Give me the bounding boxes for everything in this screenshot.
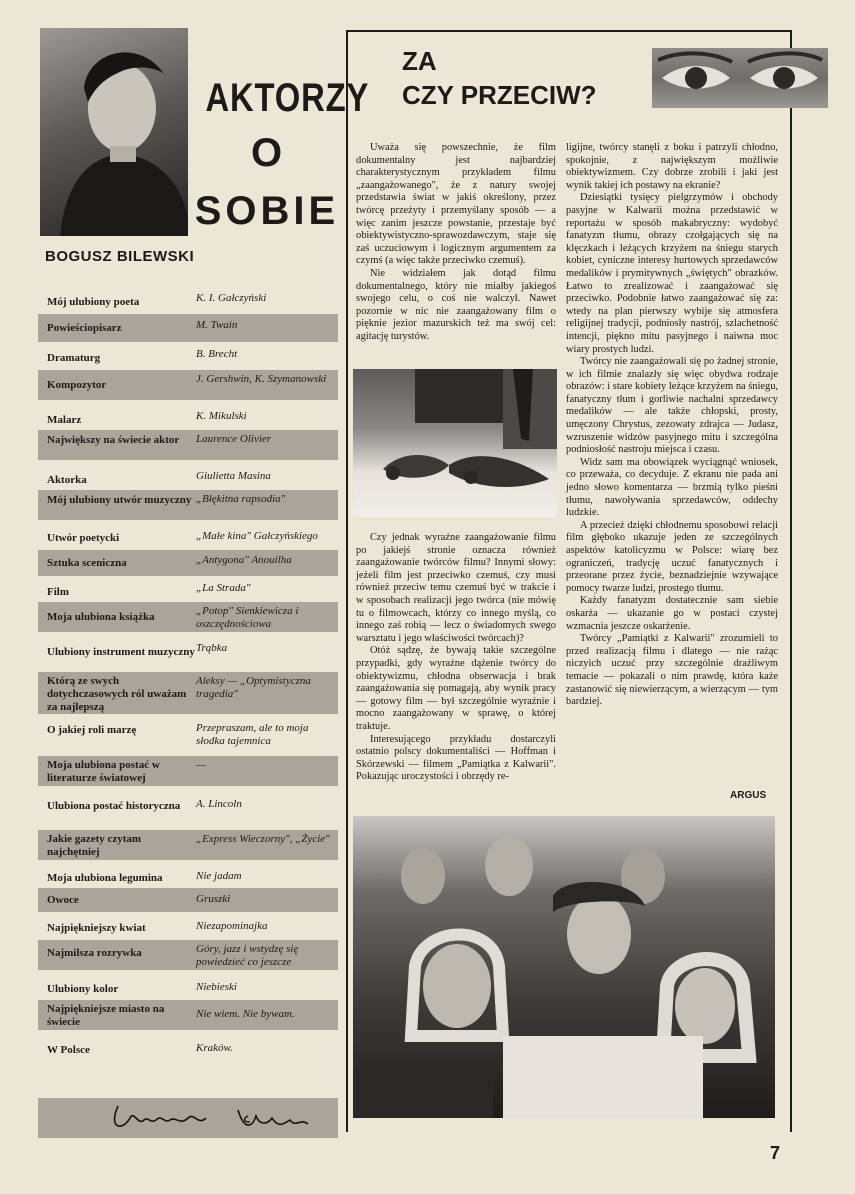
article-column-1-bottom <box>356 532 556 784</box>
list-item <box>38 830 338 860</box>
list-item <box>38 430 338 460</box>
answer-text: Trąbka <box>196 642 228 654</box>
list-item <box>38 940 338 970</box>
question-label: Sztuka sceniczna <box>47 557 127 569</box>
heading-word-2: O <box>250 131 284 175</box>
answer-text: „Błękitna rapsodia" <box>196 493 286 505</box>
article-paragraph: A przecież dzięki chłodnemu sposobowi relacji film głęboko ukazuje jeden ze szczególnych aspektów katolicyzmu w Polsce: wiarę bez ograniczeń, tradycję uczuć fanatycznych i przeorane przez życie, beznadziejnie wzywające pomocy twarze ludzi, prostego tłumu. <box>566 519 778 594</box>
actor-portrait-photo <box>40 28 188 236</box>
photo-crowd <box>353 816 775 1118</box>
list-item <box>38 490 338 520</box>
answer-text: Nie jadam <box>196 870 242 882</box>
list-item <box>38 520 338 550</box>
question-label: Najmilsza rozrywka <box>47 947 142 959</box>
article-paragraph: Dziesiątki tysięcy pielgrzymów i obchody pasyjne w Kalwarii można przedstawić w reportażu w sposób makabryczny: wydobyć fanatyzm tłumu, obrazy czołgających się na klęczkach i leżących krzyżem na śniegu starych kobiet, cyniczne interesy hurtowych sprzedawców medalików i prymitywnych „świętych" obrazków. Łatwo to zrealizować i zaangażować się przeciwko. Podobnie łatwo zaangażować się za: wtedy na plan pierwszy wybije się atmosfera religijnej tradycji, podniosły nastrój, szlachetność intencji, piękno mitu pasyjnego i naiwna moc wiary prostych ludzi. <box>566 192 778 355</box>
answer-text: J. Gershwin, K. Szymanowski <box>196 373 327 385</box>
article-paragraph: Twórcy nie zaangażowali się po żadnej stronie, w ich filmie znalazły się więc obydwa rodzaje obrazów: i stare kobiety leżące krzyżem na śniegu, fanatyczny tłum i gorliwie nachalni sprzedawcy medalików — ale także chłopski, prosty, umęczony Chrystus, zezowaty zdrajca — Judasz, wzruszenie widzów pasyjnego mitu i szczególna podniosłość nastroju miejsca i czasu. <box>566 356 778 456</box>
actor-name: BOGUSZ BILEWSKI <box>45 248 195 265</box>
article-column-1-top <box>356 142 556 344</box>
list-item <box>38 400 338 430</box>
question-label: O jakiej roli marzę <box>47 724 137 736</box>
question-label: Powieściopisarz <box>47 322 122 334</box>
list-item <box>38 1030 338 1070</box>
article-paragraph: Widz sam ma obowiązek wyciągnąć wniosek, co przeważa, co decyduje. Z ekranu nie pada ani jedno słowo komentarza — brzmią tylko pieśni tłumu, nawoływania sprzedawców, oddechy ludzkie. <box>566 456 778 519</box>
questionnaire-list <box>38 286 338 1070</box>
list-item <box>38 888 338 912</box>
handwritten-signature <box>38 1098 338 1138</box>
question-label: Dramaturg <box>47 352 101 364</box>
article-paragraph: ligijne, twórcy stanęli z boku i patrzyli chłodno, spokojnie, z największym możliwie obiektywizmem. Czy dobrze zrobili i jaki jest wynik takiej ich postawy na ekranie? <box>566 142 778 191</box>
article-column-2 <box>566 142 778 709</box>
question-label: Kompozytor <box>47 379 107 391</box>
list-item <box>38 860 338 888</box>
list-item <box>38 550 338 576</box>
answer-text: „Antygona" Anouilha <box>196 554 292 566</box>
list-item <box>38 632 338 672</box>
answer-text: „Potop" Sienkiewicza i oszczędnościowa <box>196 605 299 630</box>
answer-text: Aleksy — „Optymistyczna tragedia" <box>196 675 311 700</box>
list-item <box>38 286 338 314</box>
question-label: Ulubiony instrument muzyczny <box>47 646 195 658</box>
heading-word-1: AKTORZY <box>205 76 370 120</box>
article-paragraph: Twórcy „Pamiątki z Kalwarii" zrozumieli to przed realizacją filmu i dlatego — nie rażąc niczyich uczuć przy szczególnie drażliwym temacie — pokazali o nim prawdę, która każe zastanowić się niewierzącym, a wierzącym — tym bardziej. <box>566 633 778 708</box>
article-paragraph: Czy jednak wyraźne zaangażowanie filmu po jakiejś stronie oznacza również zaangażowanie twórców filmu? Innymi słowy: jeżeli film jest przeciwko czemuś, czy musi również przeciw temu czemuś być w trakcie i w sposobach realizacji jego twórca (nie mówię tu o filmowcach, którzy co innego myślą, co innego zaś robią — lecz o świadomych swego warsztatu i jego właściwości twórcach)? <box>356 532 556 644</box>
answer-text: „Małe kina" Gałczyńskiego <box>196 530 318 542</box>
answer-text: Laurence Olivier <box>196 433 272 445</box>
answer-text: Niebieski <box>196 981 237 993</box>
list-item <box>38 576 338 602</box>
list-item <box>38 1000 338 1030</box>
question-label: Moja ulubiona postać w literaturze światowej <box>47 759 160 784</box>
list-item <box>38 756 338 786</box>
list-item <box>38 314 338 342</box>
question-label: W Polsce <box>47 1044 90 1056</box>
list-item <box>38 672 338 714</box>
eyes-photo <box>652 48 828 108</box>
section-heading <box>192 72 370 240</box>
answer-text: Kraków. <box>196 1042 233 1054</box>
question-label: Najpiękniejsze miasto na świecie <box>47 1003 165 1028</box>
answer-text: Niezapominajka <box>196 920 268 932</box>
answer-text: Góry, jazz i wstydzę się powiedzieć co jeszcze <box>196 943 299 968</box>
answer-text: M. Twain <box>196 319 238 331</box>
answer-text: „Express Wieczorny", „Życie" <box>196 833 330 845</box>
photo-figures <box>353 369 557 517</box>
signature-bar <box>38 1098 338 1138</box>
article-paragraph: Otóż sądzę, że bywają takie szczególne przypadki, gdy wyraźne dążenie twórcy do obiektywizmu, chłodna obserwacja i brak zaangażowania się pomagają, aby wynik pracy — gotowy film — był szczególnie wyraźnie i mocno zaangażowany w sprawę, o której traktuje. <box>356 645 556 732</box>
question-label: Jakie gazety czytam najchętniej <box>47 833 142 858</box>
article-paragraph: Uważa się powszechnie, że film dokumentalny jest najbardziej charakterystycznym przykładem filmu „zaangażowanego", że z natury swojej przedstawia świat w jakiś określony, przez twórcę przeżyty i przemyślany sposób — a więc zanim jeszcze powstanie, przestaje być obiektywistyczno-sprawozdawczym, staje się zaś uczuciowym i logicznym argumentem za czymś (a więc także przeciwko czemuś). <box>356 142 556 267</box>
question-label: Moja ulubiona książka <box>47 611 155 623</box>
question-label: Ulubiony kolor <box>47 983 119 995</box>
article-paragraph: Każdy fanatyzm dostatecznie sam siebie oskarża — ukazanie go w postaci czystej wzmacnia jeszcze oskarżenie. <box>566 595 778 632</box>
answer-text: K. I. Gałczyński <box>196 292 267 304</box>
question-label: Moja ulubiona legumina <box>47 872 163 884</box>
article-paragraph: Interesującego przykładu dostarczyli ostatnio polscy dokumentaliści — Hoffman i Skórzewski — filmem „Pamiątka z Kalwarii". Pokazując uroczystości i obrzędy re- <box>356 733 556 783</box>
question-label: Aktorka <box>47 474 87 486</box>
list-item <box>38 342 338 370</box>
list-item <box>38 602 338 632</box>
answer-text: K. Mikulski <box>196 410 247 422</box>
question-label: Największy na świecie aktor <box>47 434 180 446</box>
eyes-illustration <box>652 48 828 108</box>
answer-text: Gruszki <box>196 893 231 905</box>
question-label: Ulubiona postać historyczna <box>47 800 181 812</box>
list-item <box>38 714 338 756</box>
article-title-line-1: ZA <box>402 46 437 76</box>
crowd-photo <box>353 816 775 1118</box>
question-label: Utwór poetycki <box>47 532 120 544</box>
answer-text: A. Lincoln <box>196 798 242 810</box>
article-title-line-2: CZY PRZECIW? <box>402 80 597 110</box>
list-item <box>38 970 338 1000</box>
question-label: Mój ulubiony poeta <box>47 296 140 308</box>
answer-text: Nie wiem. Nie bywam. <box>196 1008 295 1020</box>
answer-text: Giulietta Masina <box>196 470 271 482</box>
list-item <box>38 370 338 400</box>
question-label: Malarz <box>47 414 82 426</box>
answer-text: „La Strada" <box>196 582 251 594</box>
heading-word-3: SOBIE <box>194 189 340 233</box>
portrait-silhouette <box>40 28 188 236</box>
question-label: Film <box>47 586 69 598</box>
question-label: Którą ze swych dotychczasowych ról uważam za najlepszą <box>47 675 187 713</box>
question-label: Mój ulubiony utwór muzyczny <box>47 494 192 506</box>
answer-text: B. Brecht <box>196 348 238 360</box>
article-author: ARGUS <box>730 790 767 801</box>
article-paragraph: Nie widziałem jak dotąd filmu dokumentalnego, który nie miałby jakiegoś swojego celu, o coś nie walczył. Nawet pozornie w nic nie zaangażowany film o pięknie jezior mazurskich też ma swój cel: agitację turystów. <box>356 267 556 342</box>
snow-pilgrims-photo <box>353 369 557 517</box>
answer-text: Przepraszam, ale to moja słodka tajemnica <box>196 722 309 747</box>
list-item <box>38 786 338 830</box>
answer-text: — <box>196 759 206 771</box>
question-label: Owoce <box>47 894 79 906</box>
question-label: Najpiękniejszy kwiat <box>47 922 146 934</box>
list-item <box>38 460 338 490</box>
list-item <box>38 912 338 940</box>
page-number: 7 <box>770 1143 781 1163</box>
article-title <box>402 44 597 112</box>
